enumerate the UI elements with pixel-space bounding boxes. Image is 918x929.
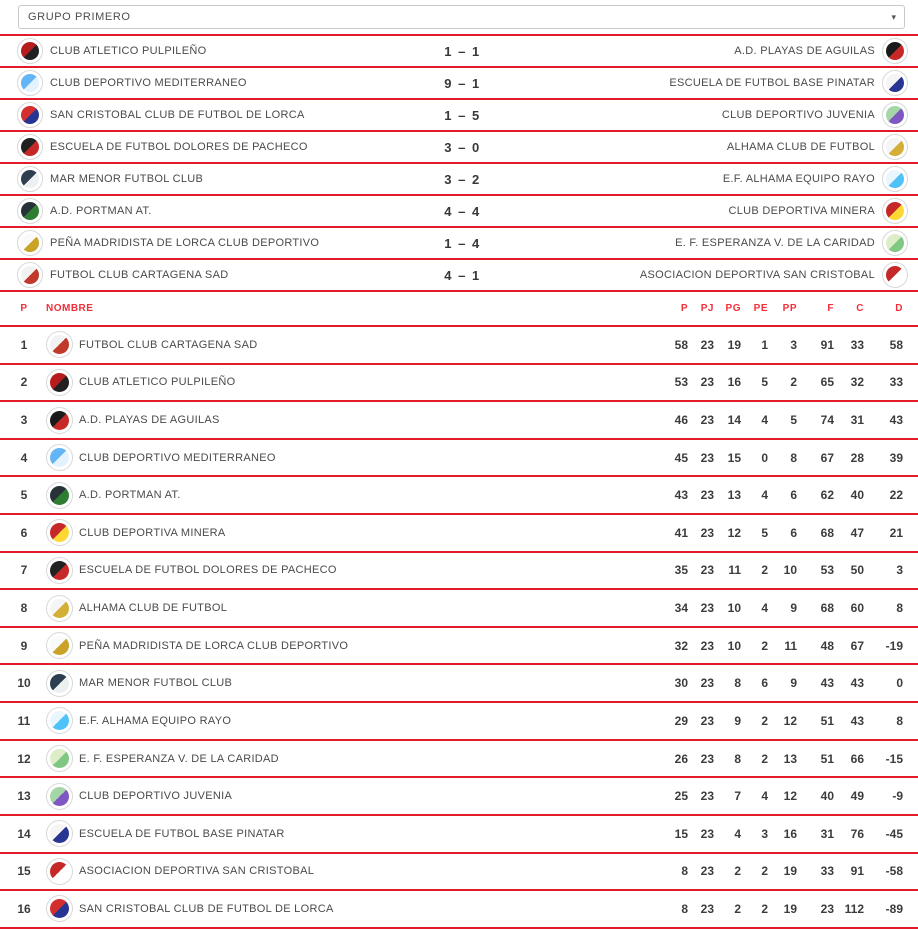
home-team-crest-icon xyxy=(17,230,43,256)
chevron-down-icon: ▾ xyxy=(891,11,896,22)
cell-points: 58 xyxy=(674,337,688,352)
cell-played: 23 xyxy=(700,638,714,653)
cell-lost: 12 xyxy=(783,789,797,804)
cell-lost: 12 xyxy=(783,713,797,728)
cell-points: 43 xyxy=(674,488,688,503)
cell-won: 14 xyxy=(727,413,741,428)
match-score: 9 – 1 xyxy=(444,75,481,91)
cell-drawn: 2 xyxy=(761,901,768,916)
home-team-name: ESCUELA DE FUTBOL DOLORES DE PACHECO xyxy=(50,141,308,153)
standings-row xyxy=(0,891,918,929)
home-team-name: CLUB ATLETICO PULPILEÑO xyxy=(50,45,207,57)
header-played: PJ xyxy=(700,303,714,314)
standings-row xyxy=(0,854,918,892)
cell-won: 7 xyxy=(734,789,741,804)
cell-goal-diff: -89 xyxy=(885,901,903,916)
cell-lost: 6 xyxy=(790,525,797,540)
header-drawn: PE xyxy=(753,303,768,314)
away-team-name: CLUB DEPORTIVO JUVENIA xyxy=(721,109,875,121)
standings-row xyxy=(0,816,918,854)
header-lost: PP xyxy=(782,303,797,314)
header-points: P xyxy=(680,303,688,314)
cell-drawn: 5 xyxy=(761,525,768,540)
match-home-side xyxy=(17,198,438,224)
cell-goals-against: 43 xyxy=(850,676,864,691)
cell-points: 30 xyxy=(674,676,688,691)
match-row xyxy=(0,36,918,68)
team-position: 12 xyxy=(17,751,31,766)
cell-drawn: 4 xyxy=(761,601,768,616)
cell-lost: 19 xyxy=(783,864,797,879)
match-away-side xyxy=(487,166,908,192)
team-position: 7 xyxy=(20,563,28,578)
cell-played: 23 xyxy=(700,413,714,428)
cell-won: 4 xyxy=(734,826,741,841)
team-position: 8 xyxy=(20,601,28,616)
cell-goals-for: 48 xyxy=(820,638,834,653)
cell-lost: 8 xyxy=(790,450,797,465)
cell-played: 23 xyxy=(700,713,714,728)
team-crest-icon xyxy=(46,557,73,584)
cell-drawn: 2 xyxy=(761,864,768,879)
standings-header-row xyxy=(0,292,918,327)
away-team-name: E.F. ALHAMA EQUIPO RAYO xyxy=(722,173,875,185)
cell-goals-against: 49 xyxy=(850,789,864,804)
standings-row xyxy=(0,741,918,779)
cell-drawn: 4 xyxy=(761,413,768,428)
team-crest-icon xyxy=(46,670,73,697)
cell-goals-for: 51 xyxy=(820,751,834,766)
team-position: 5 xyxy=(20,488,28,503)
standings-row xyxy=(0,327,918,365)
team-name: E.F. ALHAMA EQUIPO RAYO xyxy=(79,714,232,727)
away-team-crest-icon xyxy=(882,198,908,224)
away-team-name: ASOCIACION DEPORTIVA SAN CRISTOBAL xyxy=(639,269,875,281)
cell-goals-for: 74 xyxy=(820,413,834,428)
match-row xyxy=(0,260,918,292)
cell-won: 12 xyxy=(727,525,741,540)
team-name: PEÑA MADRIDISTA DE LORCA CLUB DEPORTIVO xyxy=(79,639,349,652)
team-name: ESCUELA DE FUTBOL BASE PINATAR xyxy=(79,827,285,840)
match-row xyxy=(0,68,918,100)
cell-points: 35 xyxy=(674,563,688,578)
cell-goal-diff: 0 xyxy=(896,676,903,691)
cell-goal-diff: 33 xyxy=(889,375,903,390)
cell-drawn: 4 xyxy=(761,488,768,503)
cell-won: 9 xyxy=(734,713,741,728)
cell-points: 45 xyxy=(674,450,688,465)
team-name: A.D. PORTMAN AT. xyxy=(79,489,181,502)
header-goal-diff: D xyxy=(895,303,903,314)
home-team-name: PEÑA MADRIDISTA DE LORCA CLUB DEPORTIVO xyxy=(50,237,320,249)
standings-row xyxy=(0,515,918,553)
cell-points: 15 xyxy=(674,826,688,841)
match-away-side xyxy=(487,70,908,96)
cell-won: 2 xyxy=(734,864,741,879)
standings-row xyxy=(0,402,918,440)
home-team-name: FUTBOL CLUB CARTAGENA SAD xyxy=(50,269,229,281)
match-home-side xyxy=(17,230,438,256)
cell-lost: 6 xyxy=(790,488,797,503)
team-name: ASOCIACION DEPORTIVA SAN CRISTOBAL xyxy=(79,865,315,878)
standings-row xyxy=(0,628,918,666)
cell-points: 46 xyxy=(674,413,688,428)
header-goals-against: C xyxy=(856,303,864,314)
home-team-name: MAR MENOR FUTBOL CLUB xyxy=(50,173,204,185)
group-select[interactable] xyxy=(18,5,905,29)
cell-goals-against: 60 xyxy=(850,601,864,616)
home-team-crest-icon xyxy=(17,166,43,192)
standings-row xyxy=(0,477,918,515)
standings-row xyxy=(0,365,918,403)
match-score: 4 – 4 xyxy=(444,203,481,219)
home-team-crest-icon xyxy=(17,38,43,64)
team-crest-icon xyxy=(46,595,73,622)
cell-points: 53 xyxy=(674,375,688,390)
cell-won: 10 xyxy=(727,638,741,653)
team-name: A.D. PLAYAS DE AGUILAS xyxy=(79,414,220,427)
team-name: CLUB DEPORTIVO MEDITERRANEO xyxy=(79,451,276,464)
match-score: 1 – 5 xyxy=(444,107,481,123)
match-home-side xyxy=(17,38,438,64)
team-name: ESCUELA DE FUTBOL DOLORES DE PACHECO xyxy=(79,564,337,577)
team-position: 9 xyxy=(20,638,28,653)
cell-goals-for: 65 xyxy=(820,375,834,390)
cell-drawn: 4 xyxy=(761,789,768,804)
header-goals-for: F xyxy=(827,303,834,314)
cell-goals-for: 43 xyxy=(820,676,834,691)
match-home-side xyxy=(17,166,438,192)
team-crest-icon xyxy=(46,369,73,396)
cell-goals-against: 50 xyxy=(850,563,864,578)
home-team-crest-icon xyxy=(17,198,43,224)
standings-row xyxy=(0,553,918,591)
cell-played: 23 xyxy=(700,563,714,578)
cell-won: 10 xyxy=(727,601,741,616)
match-score: 4 – 1 xyxy=(444,267,481,283)
cell-drawn: 5 xyxy=(761,375,768,390)
match-home-side xyxy=(17,102,438,128)
cell-drawn: 0 xyxy=(761,450,768,465)
cell-played: 23 xyxy=(700,488,714,503)
cell-won: 13 xyxy=(727,488,741,503)
cell-played: 23 xyxy=(700,337,714,352)
match-away-side xyxy=(487,102,908,128)
team-crest-icon xyxy=(46,632,73,659)
standings-row xyxy=(0,665,918,703)
cell-lost: 3 xyxy=(790,337,797,352)
match-away-side xyxy=(487,134,908,160)
away-team-crest-icon xyxy=(882,102,908,128)
cell-drawn: 3 xyxy=(761,826,768,841)
team-position: 2 xyxy=(20,375,28,390)
team-position: 1 xyxy=(20,337,28,352)
match-score: 1 – 4 xyxy=(444,235,481,251)
cell-drawn: 2 xyxy=(761,638,768,653)
match-row xyxy=(0,196,918,228)
cell-drawn: 2 xyxy=(761,563,768,578)
cell-goals-for: 51 xyxy=(820,713,834,728)
match-score: 1 – 1 xyxy=(444,43,481,59)
cell-played: 23 xyxy=(700,751,714,766)
team-name: CLUB DEPORTIVA MINERA xyxy=(79,526,226,539)
away-team-name: A.D. PLAYAS DE AGUILAS xyxy=(734,45,875,57)
away-team-name: CLUB DEPORTIVA MINERA xyxy=(728,205,875,217)
match-score: 3 – 0 xyxy=(444,139,481,155)
cell-lost: 13 xyxy=(783,751,797,766)
cell-points: 41 xyxy=(674,525,688,540)
header-won: PG xyxy=(725,303,741,314)
match-row xyxy=(0,228,918,260)
team-position: 3 xyxy=(20,413,28,428)
cell-goals-for: 68 xyxy=(820,525,834,540)
cell-goal-diff: 22 xyxy=(889,488,903,503)
cell-lost: 9 xyxy=(790,601,797,616)
cell-goals-against: 43 xyxy=(850,713,864,728)
match-home-side xyxy=(17,70,438,96)
match-away-side xyxy=(487,230,908,256)
team-position: 16 xyxy=(17,901,31,916)
team-name: ALHAMA CLUB DE FUTBOL xyxy=(79,602,228,615)
cell-goal-diff: 58 xyxy=(889,337,903,352)
cell-won: 19 xyxy=(727,337,741,352)
cell-lost: 11 xyxy=(784,638,797,653)
cell-won: 15 xyxy=(727,450,741,465)
team-crest-icon xyxy=(46,783,73,810)
team-name: SAN CRISTOBAL CLUB DE FUTBOL DE LORCA xyxy=(79,902,334,915)
group-select-bar xyxy=(0,0,918,34)
cell-played: 23 xyxy=(700,789,714,804)
team-name: MAR MENOR FUTBOL CLUB xyxy=(79,677,233,690)
team-name: CLUB ATLETICO PULPILEÑO xyxy=(79,376,236,389)
cell-lost: 19 xyxy=(783,901,797,916)
cell-won: 11 xyxy=(728,563,741,578)
team-crest-icon xyxy=(46,407,73,434)
cell-goal-diff: 8 xyxy=(896,713,903,728)
team-position: 11 xyxy=(17,713,31,728)
cell-goals-for: 53 xyxy=(820,563,834,578)
team-name: E. F. ESPERANZA V. DE LA CARIDAD xyxy=(79,752,279,765)
cell-played: 23 xyxy=(700,826,714,841)
cell-goals-for: 68 xyxy=(820,601,834,616)
cell-goal-diff: -45 xyxy=(885,826,903,841)
team-position: 14 xyxy=(17,826,31,841)
away-team-name: E. F. ESPERANZA V. DE LA CARIDAD xyxy=(675,237,875,249)
cell-goal-diff: -9 xyxy=(892,789,903,804)
standings-row xyxy=(0,778,918,816)
cell-goal-diff: -19 xyxy=(885,638,903,653)
cell-goals-against: 40 xyxy=(850,488,864,503)
cell-goal-diff: 39 xyxy=(889,450,903,465)
away-team-crest-icon xyxy=(882,134,908,160)
team-name: CLUB DEPORTIVO JUVENIA xyxy=(79,790,233,803)
cell-played: 23 xyxy=(700,864,714,879)
cell-won: 8 xyxy=(734,751,741,766)
cell-drawn: 2 xyxy=(761,713,768,728)
team-position: 15 xyxy=(17,864,31,879)
cell-won: 2 xyxy=(734,901,741,916)
team-crest-icon xyxy=(46,895,73,922)
match-score: 3 – 2 xyxy=(444,171,481,187)
team-crest-icon xyxy=(46,331,73,358)
match-row xyxy=(0,100,918,132)
home-team-crest-icon xyxy=(17,70,43,96)
cell-goals-for: 31 xyxy=(820,826,834,841)
team-crest-icon xyxy=(46,444,73,471)
cell-goals-against: 67 xyxy=(850,638,864,653)
cell-goals-for: 40 xyxy=(820,789,834,804)
cell-lost: 10 xyxy=(783,563,797,578)
cell-goals-for: 67 xyxy=(820,450,834,465)
cell-lost: 5 xyxy=(790,413,797,428)
cell-lost: 16 xyxy=(783,826,797,841)
cell-goals-against: 31 xyxy=(850,413,864,428)
cell-goal-diff: 43 xyxy=(889,413,903,428)
cell-points: 8 xyxy=(681,864,688,879)
cell-points: 26 xyxy=(674,751,688,766)
cell-points: 34 xyxy=(674,601,688,616)
team-name: FUTBOL CLUB CARTAGENA SAD xyxy=(79,338,258,351)
cell-goals-against: 76 xyxy=(850,826,864,841)
cell-won: 16 xyxy=(727,375,741,390)
header-name: NOMBRE xyxy=(46,303,94,314)
team-crest-icon xyxy=(46,820,73,847)
cell-goal-diff: -15 xyxy=(885,751,903,766)
cell-played: 23 xyxy=(700,525,714,540)
cell-goals-for: 23 xyxy=(820,901,834,916)
cell-goals-against: 32 xyxy=(850,375,864,390)
cell-points: 25 xyxy=(674,789,688,804)
cell-played: 23 xyxy=(700,901,714,916)
cell-goals-for: 33 xyxy=(820,864,834,879)
home-team-name: CLUB DEPORTIVO MEDITERRANEO xyxy=(50,77,247,89)
cell-drawn: 1 xyxy=(761,337,768,352)
cell-played: 23 xyxy=(700,676,714,691)
cell-goals-against: 66 xyxy=(850,751,864,766)
home-team-crest-icon xyxy=(17,134,43,160)
match-row xyxy=(0,164,918,196)
results-list xyxy=(0,34,918,292)
match-away-side xyxy=(487,262,908,288)
home-team-crest-icon xyxy=(17,262,43,288)
away-team-name: ALHAMA CLUB DE FUTBOL xyxy=(726,141,875,153)
team-position: 13 xyxy=(17,789,31,804)
away-team-name: ESCUELA DE FUTBOL BASE PINATAR xyxy=(669,77,875,89)
home-team-name: A.D. PORTMAN AT. xyxy=(50,205,152,217)
cell-points: 32 xyxy=(674,638,688,653)
cell-played: 23 xyxy=(700,450,714,465)
cell-goal-diff: 3 xyxy=(896,563,903,578)
match-home-side xyxy=(17,262,438,288)
cell-goal-diff: -58 xyxy=(885,864,903,879)
cell-points: 8 xyxy=(681,901,688,916)
home-team-crest-icon xyxy=(17,102,43,128)
team-crest-icon xyxy=(46,707,73,734)
team-crest-icon xyxy=(46,858,73,885)
team-position: 10 xyxy=(17,676,31,691)
cell-goals-against: 47 xyxy=(850,525,864,540)
standings-table xyxy=(0,327,918,929)
team-crest-icon xyxy=(46,482,73,509)
team-position: 6 xyxy=(20,525,28,540)
cell-lost: 2 xyxy=(790,375,797,390)
away-team-crest-icon xyxy=(882,166,908,192)
cell-goals-for: 91 xyxy=(820,337,834,352)
away-team-crest-icon xyxy=(882,230,908,256)
cell-lost: 9 xyxy=(790,676,797,691)
cell-played: 23 xyxy=(700,601,714,616)
team-position: 4 xyxy=(20,450,28,465)
match-home-side xyxy=(17,134,438,160)
cell-goal-diff: 21 xyxy=(889,525,903,540)
team-crest-icon xyxy=(46,519,73,546)
away-team-crest-icon xyxy=(882,70,908,96)
match-away-side xyxy=(487,198,908,224)
cell-goals-against: 91 xyxy=(850,864,864,879)
away-team-crest-icon xyxy=(882,38,908,64)
cell-played: 23 xyxy=(700,375,714,390)
team-crest-icon xyxy=(46,745,73,772)
group-select-value: GRUPO PRIMERO xyxy=(28,11,131,23)
cell-goals-against: 33 xyxy=(850,337,864,352)
cell-goals-for: 62 xyxy=(820,488,834,503)
match-away-side xyxy=(487,38,908,64)
away-team-crest-icon xyxy=(882,262,908,288)
home-team-name: SAN CRISTOBAL CLUB DE FUTBOL DE LORCA xyxy=(50,109,305,121)
match-row xyxy=(0,132,918,164)
cell-won: 8 xyxy=(734,676,741,691)
cell-drawn: 6 xyxy=(761,676,768,691)
header-position: P xyxy=(20,303,28,314)
cell-goals-against: 28 xyxy=(850,450,864,465)
standings-row xyxy=(0,703,918,741)
cell-goal-diff: 8 xyxy=(896,601,903,616)
cell-drawn: 2 xyxy=(761,751,768,766)
standings-row xyxy=(0,440,918,478)
cell-goals-against: 112 xyxy=(844,901,864,916)
standings-row xyxy=(0,590,918,628)
cell-points: 29 xyxy=(674,713,688,728)
